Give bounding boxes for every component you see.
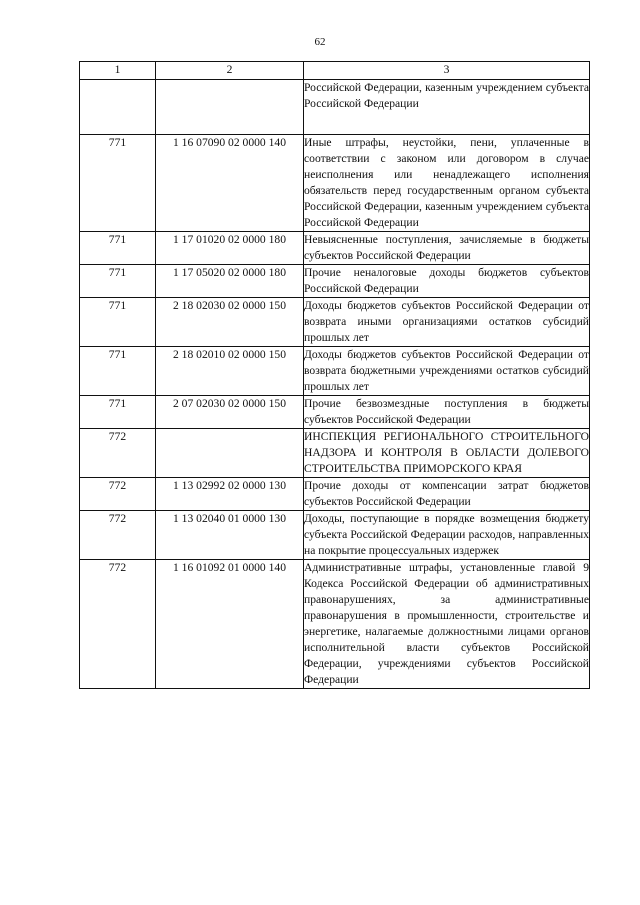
table-row [80,298,590,347]
column-header-name: 3 [304,62,590,80]
revenue-name-cell: Доходы бюджетов субъектов Российской Федерации от возврата иными организациями остатков субсидий прошлых лет [304,298,590,347]
table-row [80,80,590,135]
admin-code-cell: 771 [80,347,156,396]
budget-code-cell [156,80,304,135]
table-row [80,560,590,689]
table-row [80,429,590,478]
budget-code-cell: 2 18 02030 02 0000 150 [156,298,304,347]
revenue-name-cell: Невыясненные поступления, зачисляемые в бюджеты субъектов Российской Федерации [304,232,590,265]
revenue-name-cell: Прочие неналоговые доходы бюджетов субъектов Российской Федерации [304,265,590,298]
admin-code-cell: 771 [80,396,156,429]
admin-code-cell: 772 [80,478,156,511]
budget-code-cell: 1 13 02040 01 0000 130 [156,511,304,560]
revenue-name-cell: Российской Федерации, казенным учреждением субъекта Российской Федерации [304,80,590,135]
budget-code-cell: 1 16 01092 01 0000 140 [156,560,304,689]
revenue-name-cell: Административные штрафы, установленные главой 9 Кодекса Российской Федерации об административных правонарушениях, за административные правонарушения в промышленности, строительстве и энергетике, налагаемые должностными лицами органов исполнительной власти субъектов Российской Федерации, учреждениями субъектов Российской Федерации [304,560,590,689]
budget-code-cell: 2 18 02010 02 0000 150 [156,347,304,396]
table-row [80,396,590,429]
table-row [80,478,590,511]
table-row [80,232,590,265]
admin-code-cell: 771 [80,298,156,347]
budget-code-cell: 1 16 07090 02 0000 140 [156,135,304,232]
table-row [80,135,590,232]
revenue-name-cell: Прочие безвозмездные поступления в бюджеты субъектов Российской Федерации [304,396,590,429]
revenue-classification-table [79,61,590,689]
budget-code-cell: 2 07 02030 02 0000 150 [156,396,304,429]
budget-code-cell: 1 17 05020 02 0000 180 [156,265,304,298]
table-row [80,265,590,298]
revenue-name-cell: Доходы, поступающие в порядке возмещения бюджету субъекта Российской Федерации расходов, направленных на покрытие процессуальных издержек [304,511,590,560]
admin-code-cell: 771 [80,135,156,232]
revenue-name-cell: Иные штрафы, неустойки, пени, уплаченные в соответствии с законом или договором в случае неисполнения или ненадлежащего исполнения обязательств перед государственным органом субъекта Российской Федерации, казенным учреждением субъекта Российской Федерации [304,135,590,232]
budget-code-cell: 1 17 01020 02 0000 180 [156,232,304,265]
revenue-name-cell: Доходы бюджетов субъектов Российской Федерации от возврата бюджетными учреждениями остатков субсидий прошлых лет [304,347,590,396]
column-header-admin: 1 [80,62,156,80]
table-header-row [80,62,590,80]
agency-heading-cell: ИНСПЕКЦИЯ РЕГИОНАЛЬНОГО СТРОИТЕЛЬНОГО НАДЗОРА И КОНТРОЛЯ В ОБЛАСТИ ДОЛЕВОГО СТРОИТЕЛЬСТВА ПРИМОРСКОГО КРАЯ [304,429,590,478]
table-row [80,347,590,396]
admin-code-cell [80,80,156,135]
budget-code-cell [156,429,304,478]
admin-code-cell: 772 [80,429,156,478]
table-row [80,511,590,560]
admin-code-cell: 772 [80,511,156,560]
admin-code-cell: 772 [80,560,156,689]
admin-code-cell: 771 [80,232,156,265]
page-number: 62 [314,36,326,48]
admin-code-cell: 771 [80,265,156,298]
revenue-name-cell: Прочие доходы от компенсации затрат бюджетов субъектов Российской Федерации [304,478,590,511]
budget-code-cell: 1 13 02992 02 0000 130 [156,478,304,511]
column-header-code: 2 [156,62,304,80]
